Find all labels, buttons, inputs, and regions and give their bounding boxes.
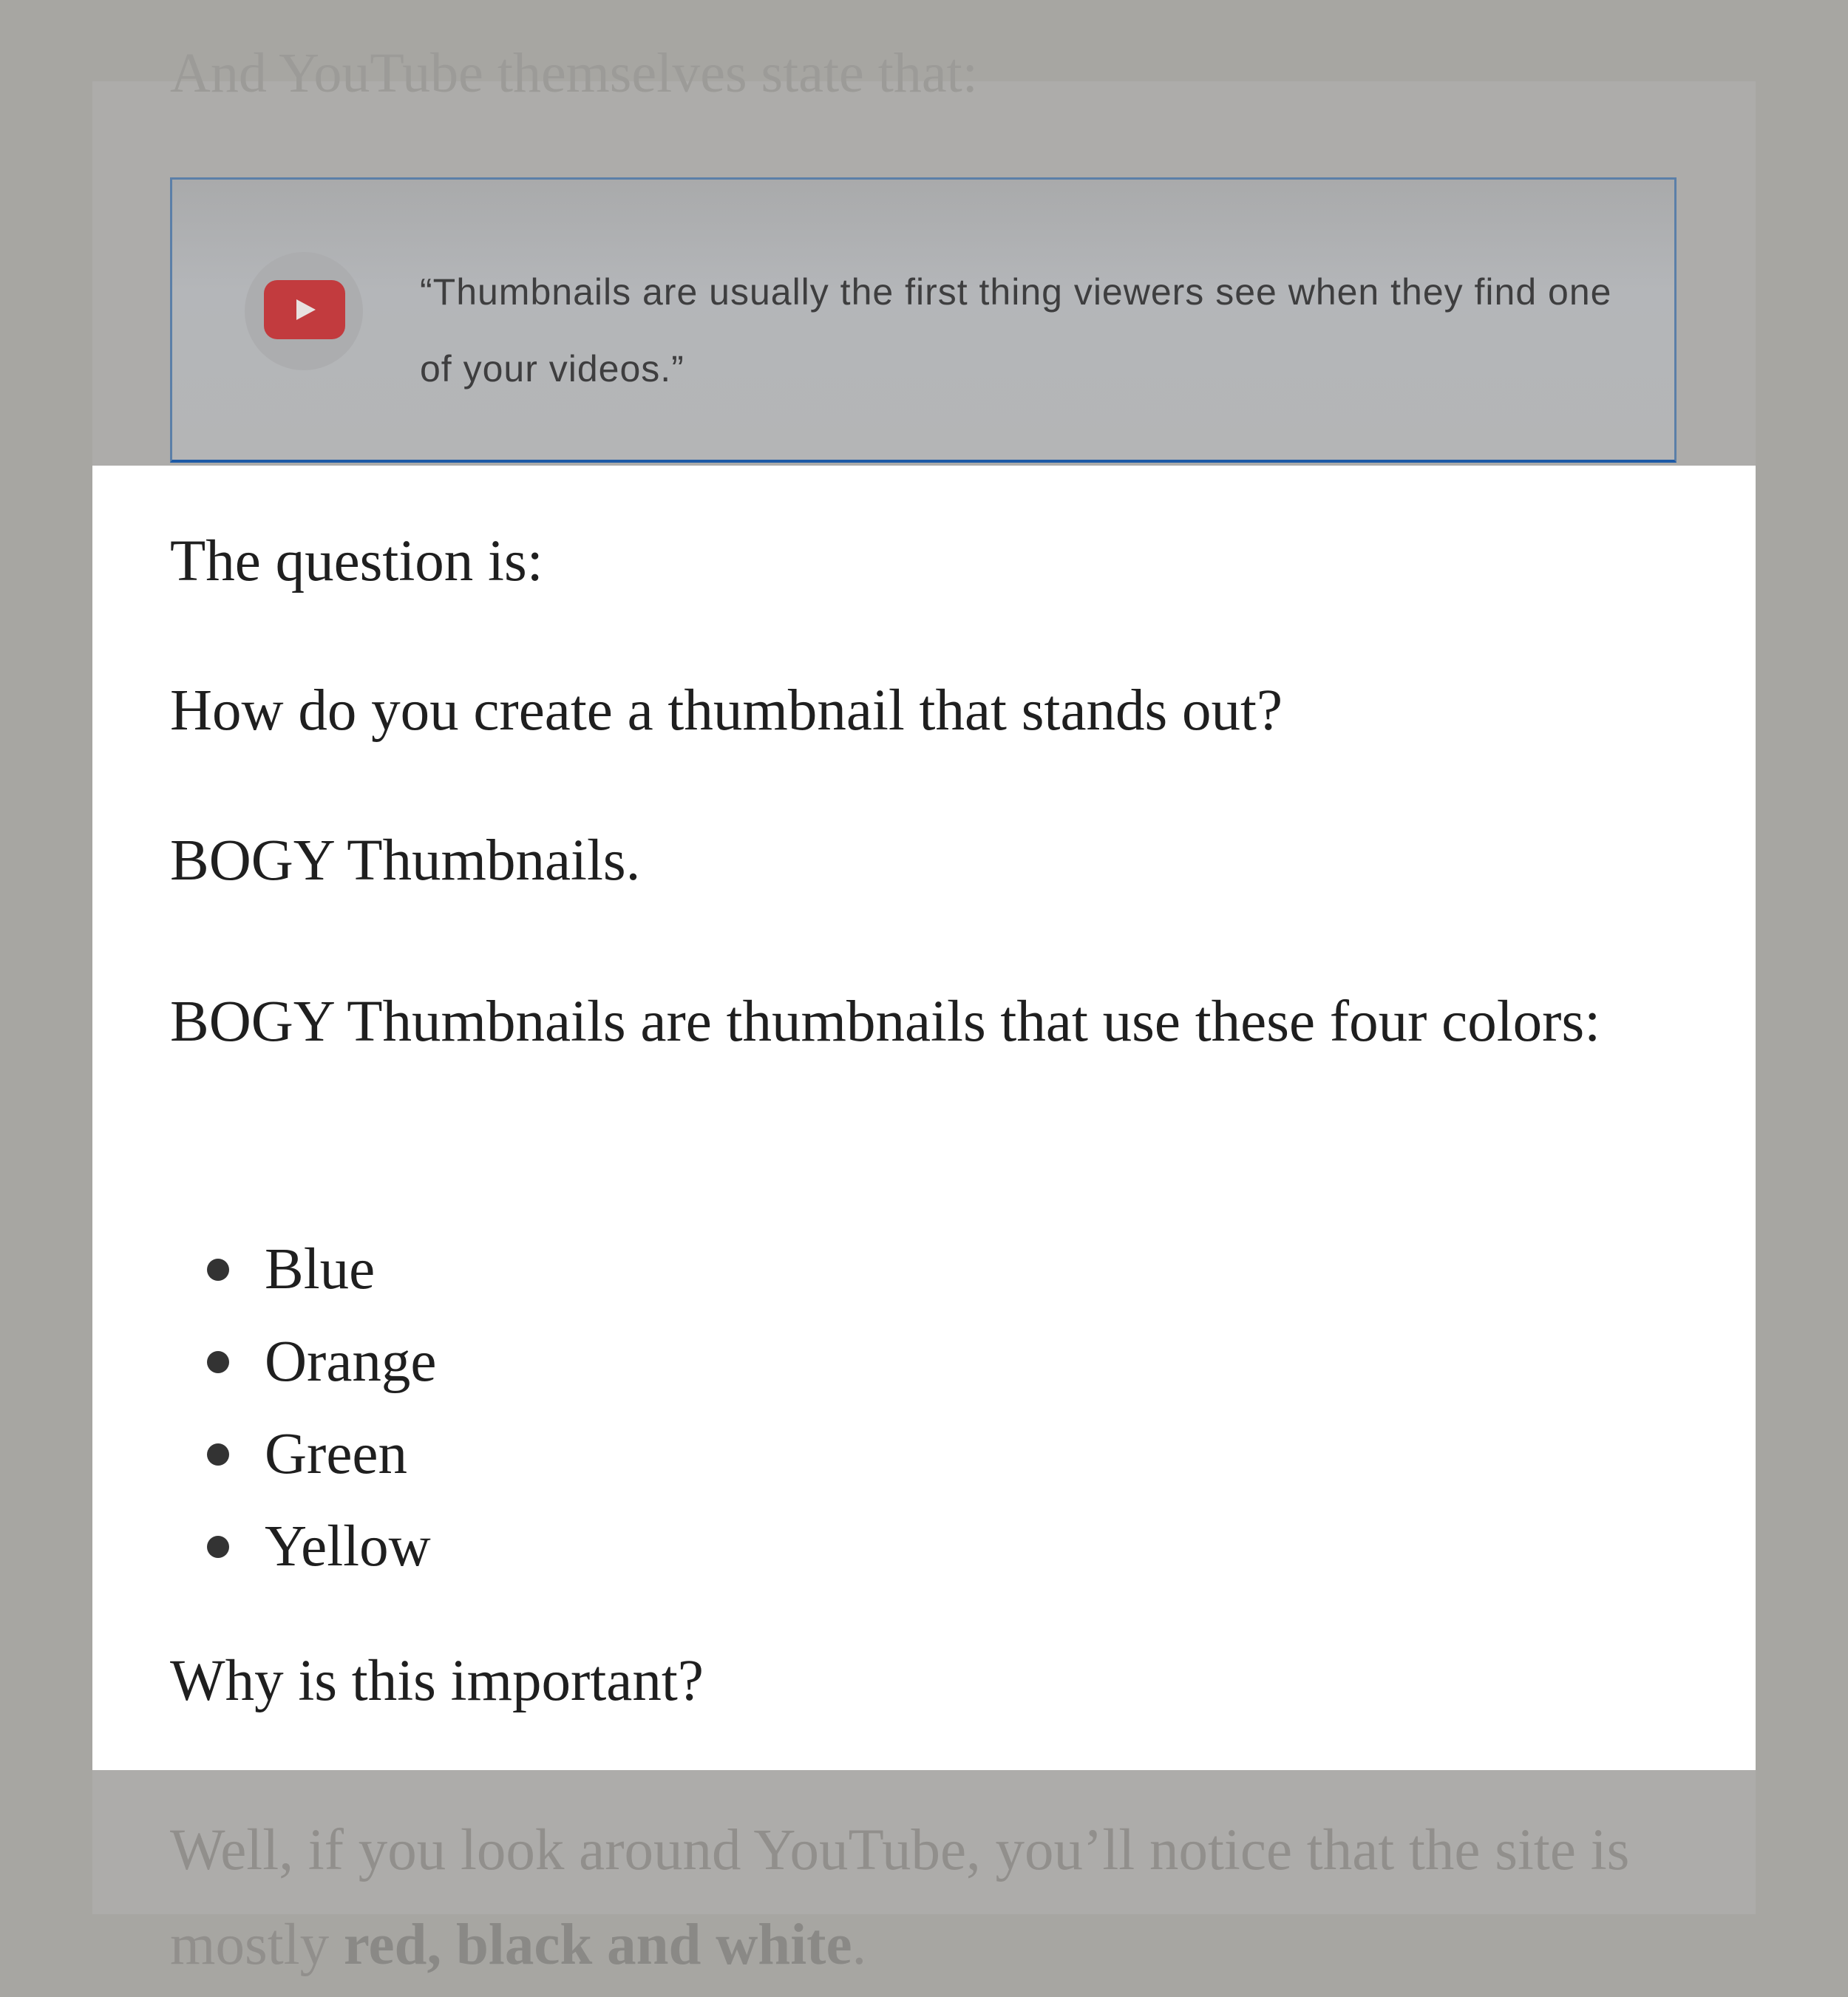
bogy-heading: BOGY Thumbnails. bbox=[170, 829, 641, 893]
color-list bbox=[170, 1223, 437, 1593]
outro-bold: red, black and white bbox=[343, 1913, 852, 1977]
outro-paragraph bbox=[170, 1803, 1722, 1993]
bullet-icon bbox=[207, 1351, 229, 1373]
color-name: Blue bbox=[265, 1237, 376, 1302]
color-name: Green bbox=[265, 1422, 407, 1486]
color-name: Yellow bbox=[265, 1514, 431, 1579]
list-item bbox=[170, 1408, 437, 1500]
list-item bbox=[170, 1223, 437, 1316]
bogy-description: BOGY Thumbnails are thumbnails that use these four colors: bbox=[170, 990, 1601, 1054]
bullet-icon bbox=[207, 1536, 229, 1558]
outro-lead: Well, if you look around YouTube, you’ll notice that the site is mostly bbox=[170, 1818, 1630, 1977]
question-intro: The question is: bbox=[170, 529, 543, 593]
list-item bbox=[170, 1316, 437, 1408]
youtube-quote-box bbox=[170, 177, 1677, 463]
list-item bbox=[170, 1500, 437, 1593]
youtube-play-icon bbox=[264, 280, 345, 339]
color-name: Orange bbox=[265, 1330, 437, 1394]
bullet-icon bbox=[207, 1443, 229, 1466]
bullet-icon bbox=[207, 1259, 229, 1281]
why-question: Why is this important? bbox=[170, 1649, 704, 1713]
quote-text: “Thumbnails are usually the first thing viewers see when they find one of your videos.” bbox=[420, 271, 1612, 389]
highlighted-content-panel bbox=[92, 466, 1756, 1770]
outro-tail: . bbox=[852, 1913, 867, 1977]
how-question: How do you create a thumbnail that stands out? bbox=[170, 678, 1283, 743]
intro-line: And YouTube themselves state that: bbox=[170, 42, 978, 104]
